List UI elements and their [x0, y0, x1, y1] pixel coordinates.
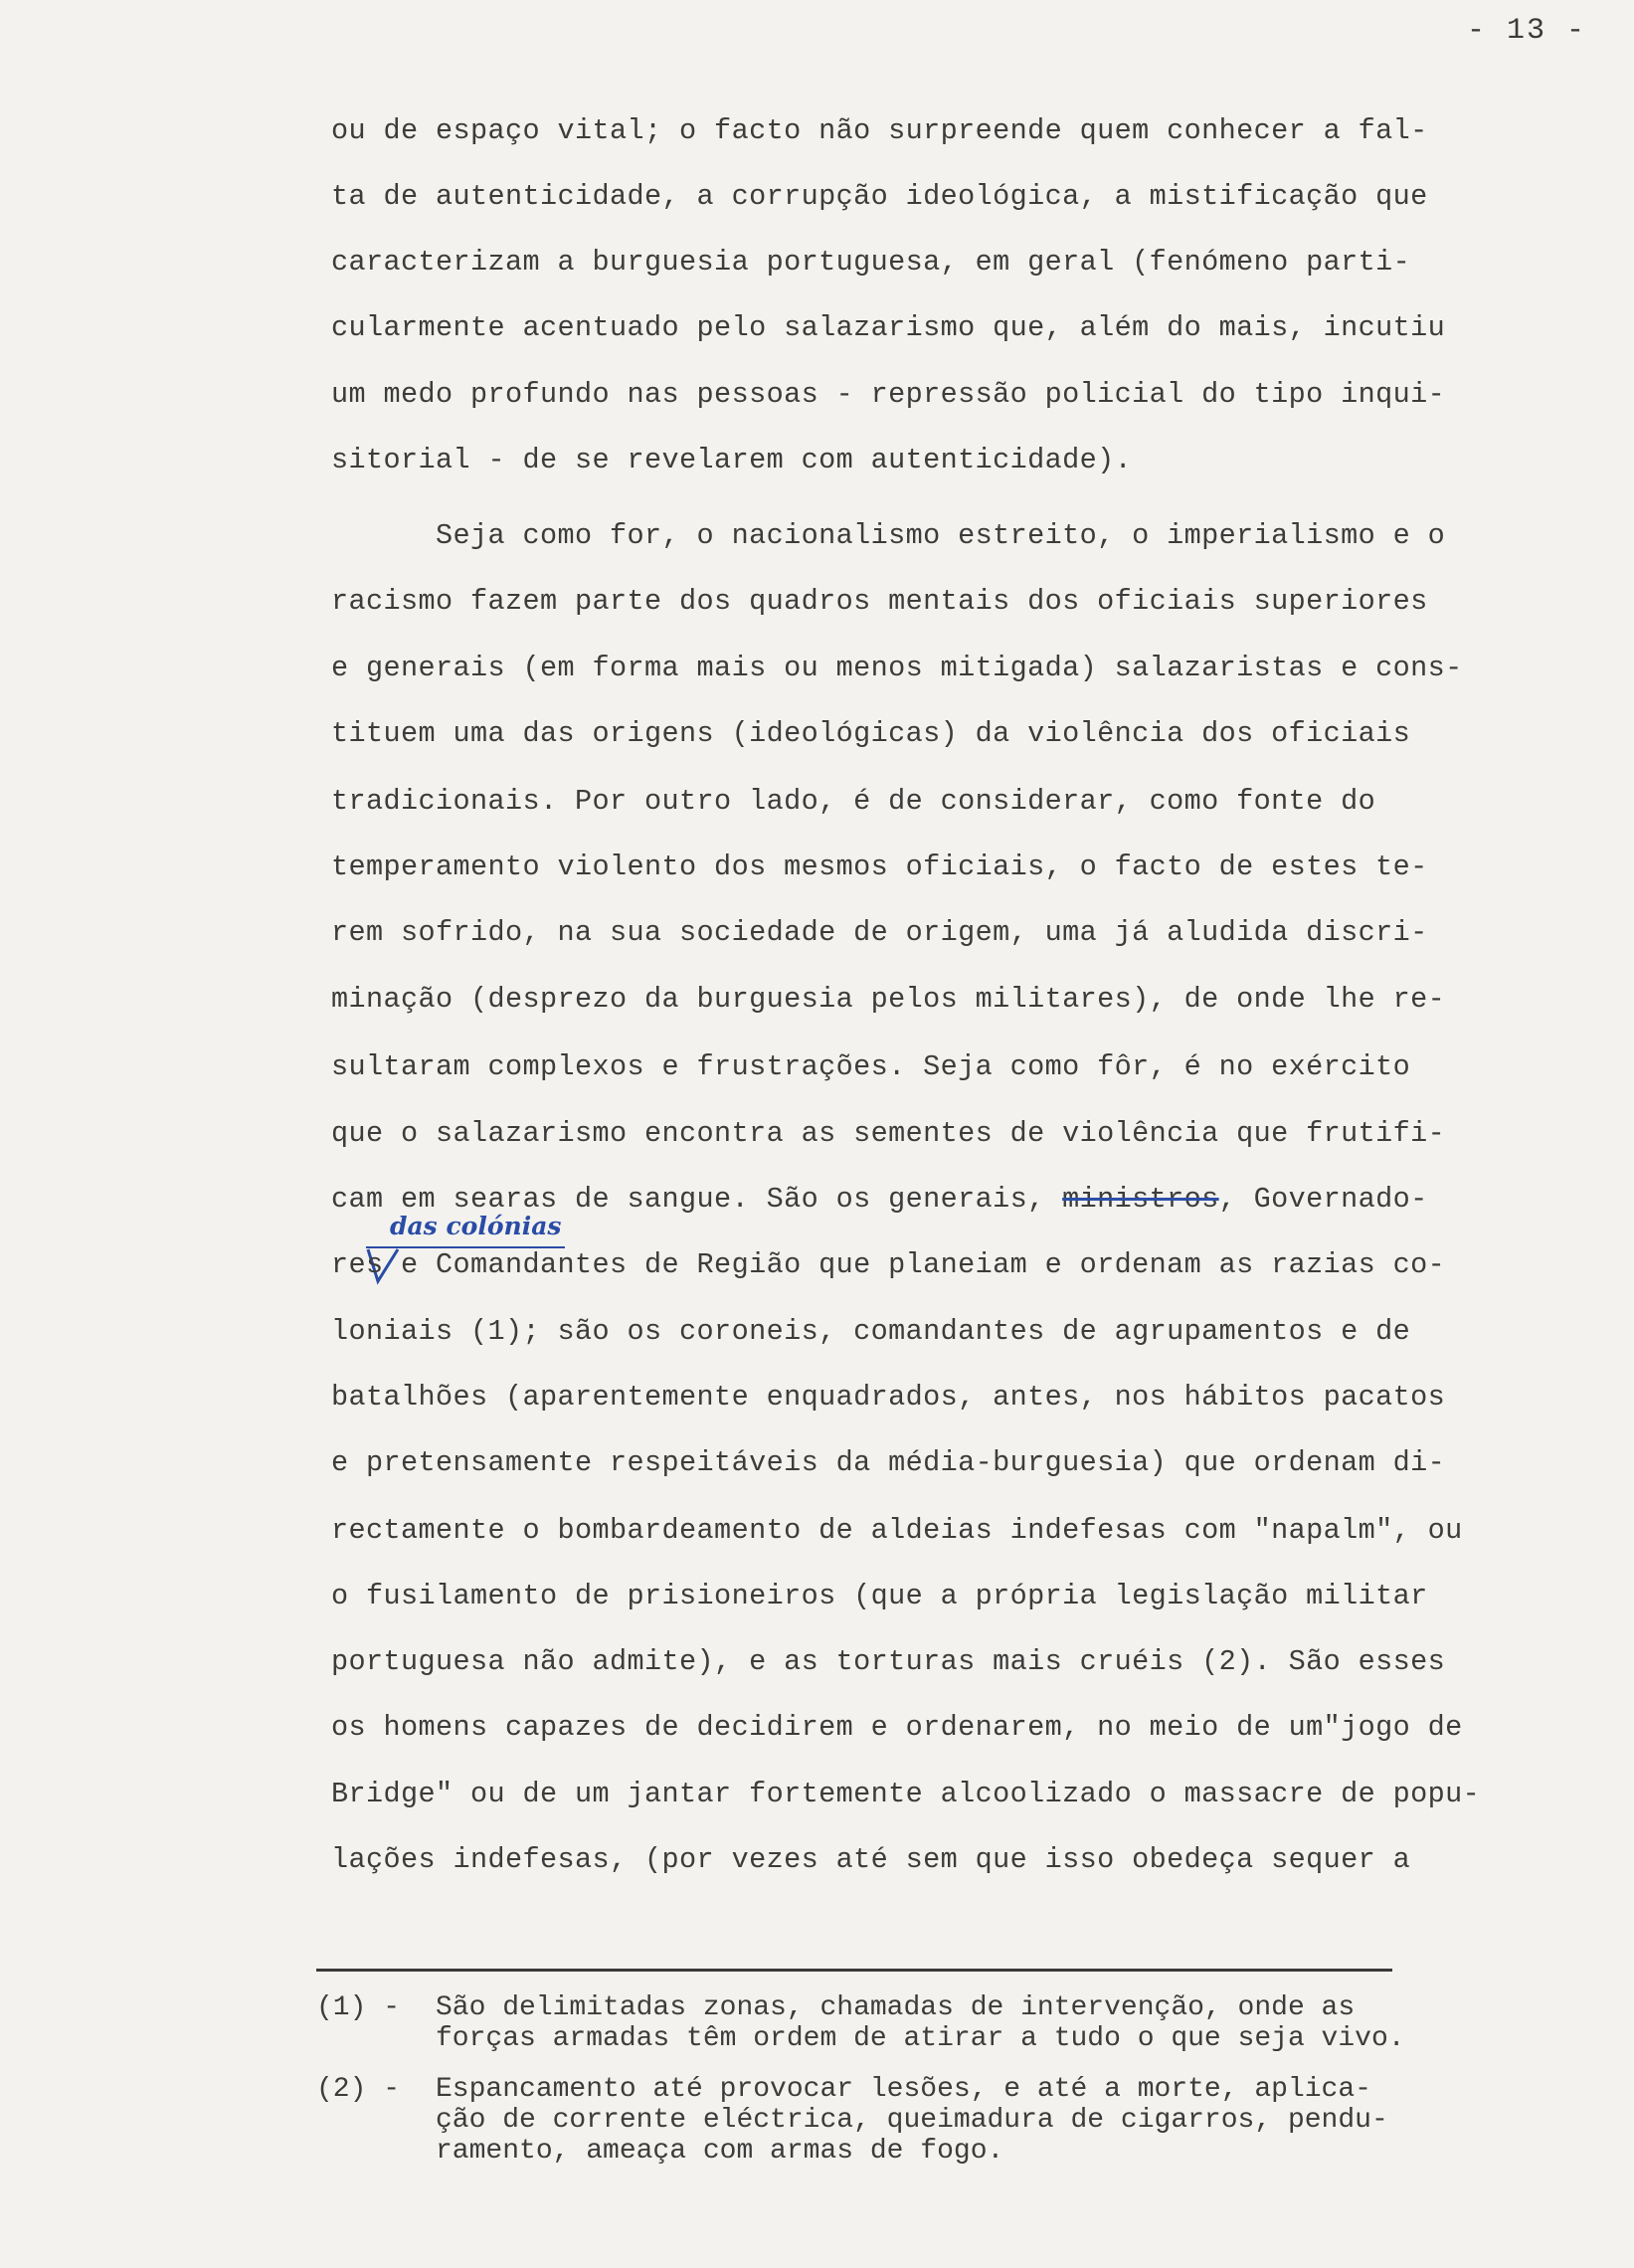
footnote-text [436, 1992, 1609, 2054]
body-line: tituem uma das origens (ideológicas) da violência dos oficiais [331, 717, 1411, 750]
page-number: - 13 - [1467, 14, 1587, 48]
body-line: os homens capazes de decidirem e ordenarem, no meio de um"jogo de [331, 1711, 1463, 1744]
body-line: um medo profundo nas pessoas - repressão policial do tipo inqui- [331, 378, 1446, 411]
body-line: loniais (1); são os coroneis, comandantes de agrupamentos e de [331, 1315, 1411, 1348]
body-line: sultaram complexos e frustrações. Seja como fôr, é no exército [331, 1050, 1411, 1083]
footnote-line: ramento, ameaça com armas de fogo. [436, 2136, 1004, 2167]
body-line: temperamento violento dos mesmos oficiais, o facto de estes te- [331, 850, 1428, 883]
body-line: que o salazarismo encontra as sementes de violência que frutifi- [331, 1117, 1446, 1150]
handwritten-insertion: das colónias [390, 1212, 562, 1240]
body-line: Seja como for, o nacionalismo estreito, o imperialismo e o [331, 519, 1446, 552]
footnote-line: São delimitadas zonas, chamadas de intervenção, onde as [436, 1992, 1356, 2023]
body-line: caracterizam a burguesia portuguesa, em geral (fenómeno parti- [331, 246, 1411, 279]
footnote-line: ção de corrente eléctrica, queimadura de cigarros, pendu- [436, 2105, 1388, 2136]
body-line: portuguesa não admite), e as torturas mais cruéis (2). São esses [331, 1645, 1446, 1678]
body-line: lações indefesas, (por vezes até sem que isso obedeça sequer a [331, 1843, 1411, 1876]
body-line: ou de espaço vital; o facto não surpreende quem conhecer a fal- [331, 114, 1428, 147]
body-line: rem sofrido, na sua sociedade de origem, uma já aludida discri- [331, 916, 1428, 949]
body-line: cularmente acentuado pelo salazarismo que, além do mais, incutiu [331, 311, 1446, 344]
body-line-head: cam em searas de sangue. São os generais, [331, 1183, 1063, 1216]
body-line: res e Comandantes de Região que planeiam e ordenam as razias co- [331, 1248, 1446, 1281]
body-line: o fusilamento de prisioneiros (que a própria legislação militar [331, 1580, 1428, 1612]
body-line: tradicionais. Por outro lado, é de considerar, como fonte do [331, 785, 1376, 818]
body-line: ta de autenticidade, a corrupção ideológica, a mistificação que [331, 180, 1428, 213]
struck-word: ministros [1062, 1183, 1219, 1216]
body-line: e generais (em forma mais ou menos mitigada) salazaristas e cons- [331, 652, 1463, 684]
body-line: minação (desprezo da burguesia pelos militares), de onde lhe re- [331, 983, 1446, 1016]
body-line: Bridge" ou de um jantar fortemente alcoolizado o massacre de popu- [331, 1778, 1481, 1810]
body-line: e pretensamente respeitáveis da média-burguesia) que ordenam di- [331, 1446, 1446, 1479]
footnote-text [436, 2074, 1609, 2167]
footnote-marker: (2) - [316, 2074, 401, 2105]
body-line: rectamente o bombardeamento de aldeias indefesas com "napalm", ou [331, 1514, 1463, 1547]
footnote-line: forças armadas têm ordem de atirar a tudo o que seja vivo. [436, 2023, 1405, 2054]
footnote-divider [316, 1969, 1392, 1972]
body-line-tail: , Governado- [1218, 1183, 1428, 1216]
footnote-line: Espancamento até provocar lesões, e até a morte, aplica- [436, 2074, 1371, 2105]
body-line: batalhões (aparentemente enquadrados, antes, nos hábitos pacatos [331, 1381, 1446, 1414]
footnote-marker: (1) - [316, 1992, 401, 2023]
body-line: racismo fazem parte dos quadros mentais dos oficiais superiores [331, 585, 1428, 618]
body-line: sitorial - de se revelarem com autenticidade). [331, 444, 1133, 476]
